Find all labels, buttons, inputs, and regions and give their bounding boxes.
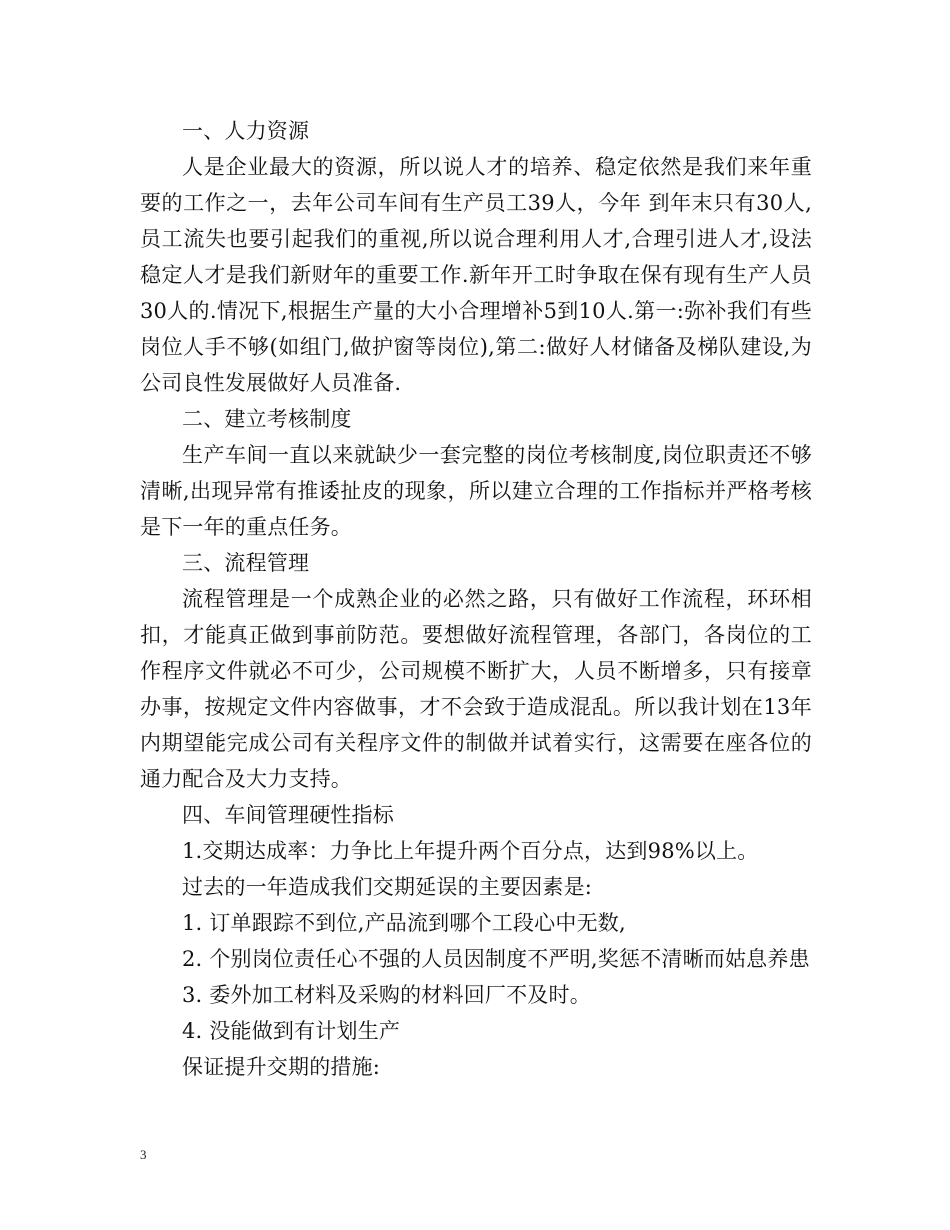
closing-line: 保证提升交期的措施: [182, 1055, 381, 1079]
document-body [140, 113, 812, 1085]
paragraph-process: 流程管理是一个成熟企业的必然之路，只有做好工作流程，环环相扣，才能真正做到事前防范。要想做好流程管理，各部门，各岗位的工作程序文件就必不可少，公司规模不断扩大，人员不断增多，只有接章办事，按规定文件内容做事，才不会致于造成混乱。所以我计划在13年内期望能完成公司有关程序文件的制做并试着实行，这需要在座各位的通力配合及大力支持。 [140, 587, 812, 791]
page-number: 3 [140, 1147, 147, 1162]
paragraph-kpi-delivery-rate: 1.交期达成率：力争比上年提升两个百分点，达到98%以上。 [182, 839, 759, 863]
list-item: 1. 订单跟踪不到位,产品流到哪个工段心中无数, [182, 911, 626, 935]
list-item: 4. 没能做到有计划生产 [182, 1019, 401, 1043]
section-heading-process: 三、流程管理 [182, 551, 310, 575]
list-item: 2. 个别岗位责任心不强的人员因制度不严明,奖惩不清晰而姑息养患 [182, 947, 810, 971]
section-heading-kpi: 四、车间管理硬性指标 [182, 803, 394, 827]
paragraph-assessment: 生产车间一直以来就缺少一套完整的岗位考核制度,岗位职责还不够清晰,出现异常有推诿扯皮的现象，所以建立合理的工作指标并严格考核是下一年的重点任务。 [140, 443, 812, 539]
section-heading-assessment: 二、建立考核制度 [182, 407, 352, 431]
section-heading-hr: 一、人力资源 [182, 119, 310, 143]
list-item: 3. 委外加工材料及采购的材料回厂不及时。 [182, 983, 591, 1007]
paragraph-hr: 人是企业最大的资源，所以说人才的培养、稳定依然是我们来年重要的工作之一，去年公司车间有生产员工39人，今年 到年末只有30人,员工流失也要引起我们的重视,所以说合理利用人才,合理引进人才,设法稳定人才是我们新财年的重要工作.新年开工时争取在保有现有生产人员30人的.情况下,根据生产量的大小合理增补5到10人.第一:弥补我们有些岗位人手不够(如组门,做护窗等岗位),第二:做好人材储备及梯队建设,为公司良性发展做好人员准备. [140, 155, 812, 395]
paragraph-kpi-factors-intro: 过去的一年造成我们交期延误的主要因素是: [182, 875, 593, 899]
